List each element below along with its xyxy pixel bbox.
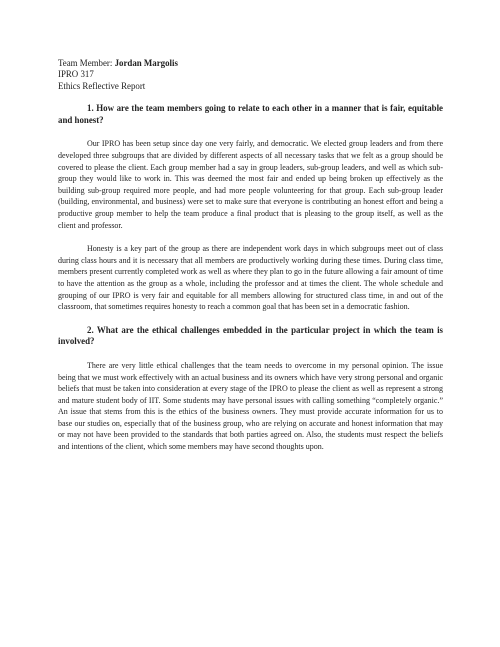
team-member-line <box>58 58 443 69</box>
question-1: 1. How are the team members going to relate to each other in a manner that is fair, equitable and honest? <box>58 103 443 125</box>
team-member-name: Jordan Margolis <box>114 58 178 68</box>
answer-1-paragraph-1: Our IPRO has been setup since day one very fairly, and democratic. We elected group leaders and from there developed three subgroups that are divided by different aspects of all necessary tasks that we felt as a group should be covered to please the client. Each group member had a say in group leaders, sub-group leaders, and well as which sub-group they would like to work in. This was deemed the most fair and ended up being broken up effectively as the building sub-group required more people, and had more people volunteering for that group. Each sub-group leader (building, environmental, and business) were set to make sure that everyone is contributing an honest effort and being a productive group member to help the team produce a final product that is pleasing to the group itself, as well as the client and professor. <box>58 139 443 230</box>
answer-1-paragraph-2: Honesty is a key part of the group as there are independent work days in which subgroups meet out of class during class hours and it is necessary that all members are productively working during these times. During class time, members present currently completed work as well as where they plan to go in the future allowing a fair amount of time to have the attention as the group as a whole, including the professor and at times the client. The whole schedule and grouping of our IPRO is very fair and equitable for all members allowing for structured class time, in and out of the classroom, that sometimes requires honesty to reach a common goal that has been set in a democratic fashion. <box>58 244 443 312</box>
course-code: IPRO 317 <box>58 69 94 80</box>
report-title: Ethics Reflective Report <box>58 80 146 91</box>
document-page <box>58 58 443 453</box>
question-2: 2. What are the ethical challenges embedded in the particular project in which the team is involved? <box>58 324 443 347</box>
team-member-label: Team Member: <box>58 58 115 68</box>
answer-2-paragraph-1: There are very little ethical challenges that the team needs to overcome in my personal opinion. The issue being that we must work effectively with an actual business and its owners which have very strong personal and organic beliefs that must be taken into consideration at every stage of the IPRO to please the client as well as represent a strong and mature student body of IIT. Some students may have personal issues with calling something “completely organic.” An issue that stems from this is the ethics of the business owners. They must provide accurate information for us to base our studies on, especially that of the business group, who are relying on accurate and honest information that may or may not have been provided to the standards that both parties agreed on. Also, the students must respect the beliefs and intentions of the client, which some members may have second thoughts upon. <box>58 360 443 452</box>
